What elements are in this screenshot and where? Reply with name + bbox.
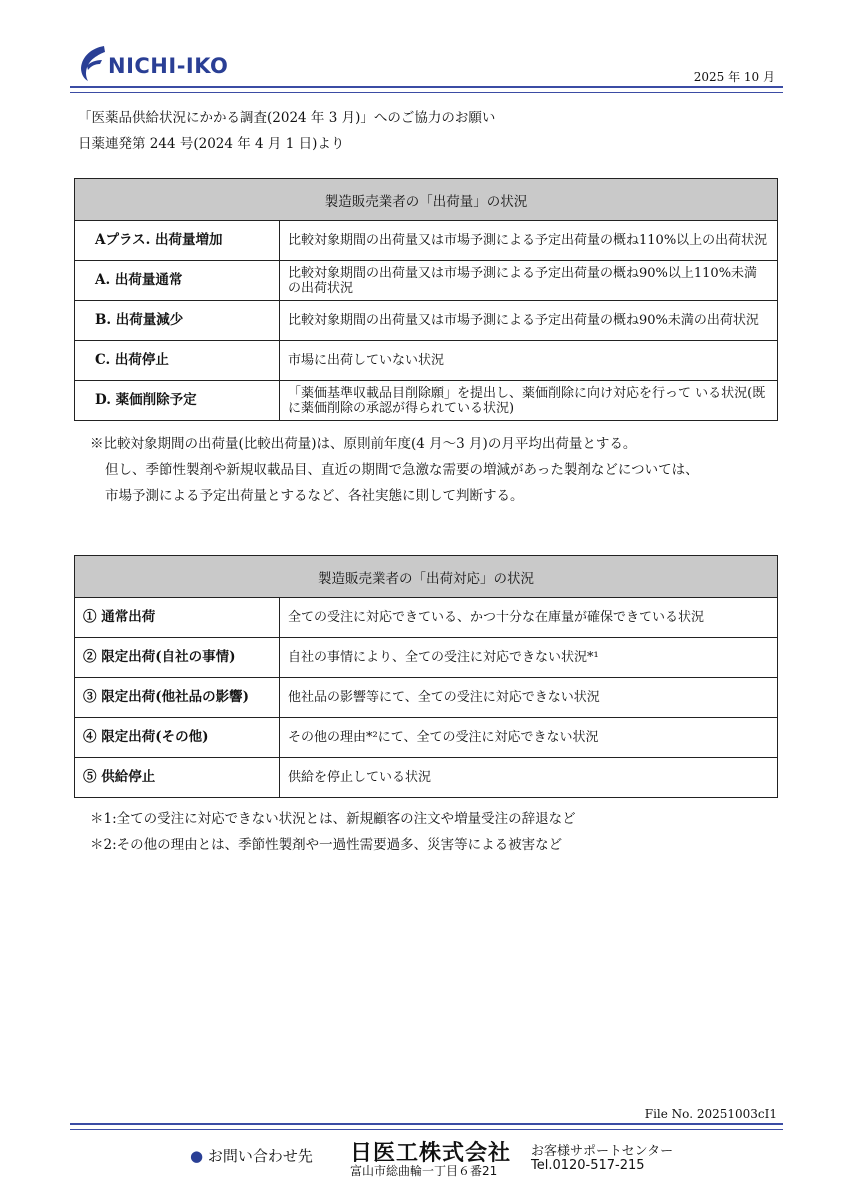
support-tel: Tel.0120-517-215 [531, 1158, 645, 1173]
table-row [75, 718, 778, 758]
table-row [75, 758, 778, 798]
table-header: 製造販売業者の「出荷対応」の状況 [75, 556, 778, 598]
header-divider [70, 86, 783, 93]
row-desc: 比較対象期間の出荷量又は市場予測による予定出荷量の概ね90%未満の出荷状況 [280, 301, 778, 341]
row-key: ③ 限定出荷(他社品の影響) [75, 678, 280, 718]
row-key: B. 出荷量減少 [75, 301, 280, 341]
logo-text: NICHI-IKO [108, 54, 229, 78]
row-key: ② 限定出荷(自社の事情) [75, 638, 280, 678]
contact-label [190, 1145, 313, 1166]
footnote: ＊1:全ての受注に対応できない状況とは、新規顧客の注文や増量受注の辞退など [90, 811, 576, 827]
footnote: ※比較対象期間の出荷量(比較出荷量)は、原則前年度(4 月～3 月)の月平均出荷量とする。 [90, 436, 637, 452]
file-number: File No. 20251003cI1 [644, 1107, 777, 1121]
row-key: ① 通常出荷 [75, 598, 280, 638]
document-date: 2025 年 10 月 [693, 70, 775, 84]
table-header: 製造販売業者の「出荷量」の状況 [75, 179, 778, 221]
row-desc: 全ての受注に対応できている、かつ十分な在庫量が確保できている状況 [280, 598, 778, 638]
table-row [75, 221, 778, 261]
row-desc: 比較対象期間の出荷量又は市場予測による予定出荷量の概ね90%以上110%未満の出荷状況 [280, 261, 778, 301]
table-row [75, 638, 778, 678]
table-row [75, 598, 778, 638]
footnote: 市場予測による予定出荷量とするなど、各社実態に則して判断する。 [105, 488, 524, 504]
row-desc: 市場に出荷していない状況 [280, 341, 778, 381]
table-row [75, 341, 778, 381]
contact-label-text: お問い合わせ先 [207, 1147, 313, 1165]
support-center: お客様サポートセンター [531, 1144, 674, 1159]
row-key: D. 薬価削除予定 [75, 381, 280, 421]
row-key: Aプラス. 出荷量増加 [75, 221, 280, 261]
shipment-volume-table [74, 178, 778, 421]
logo-swoosh-icon [78, 44, 106, 82]
table-row [75, 678, 778, 718]
company-name: 日医工株式会社 [350, 1141, 512, 1166]
company-address: 富山市総曲輪一丁目６番21 [350, 1164, 498, 1178]
row-desc: 比較対象期間の出荷量又は市場予測による予定出荷量の概ね110%以上の出荷状況 [280, 221, 778, 261]
row-key: C. 出荷停止 [75, 341, 280, 381]
footnote: 但し、季節性製剤や新規収載品目、直近の期間で急激な需要の増減があった製剤などについては、 [105, 462, 699, 478]
row-key: ④ 限定出荷(その他) [75, 718, 280, 758]
table-row [75, 261, 778, 301]
bullet-icon: ● [190, 1147, 204, 1165]
shipment-response-table [74, 555, 778, 798]
row-desc: 供給を停止している状況 [280, 758, 778, 798]
row-key: ⑤ 供給停止 [75, 758, 280, 798]
row-desc: その他の理由*²にて、全ての受注に対応できない状況 [280, 718, 778, 758]
row-desc: 他社品の影響等にて、全ての受注に対応できない状況 [280, 678, 778, 718]
row-desc: 自社の事情により、全ての受注に対応できない状況*¹ [280, 638, 778, 678]
row-key: A. 出荷量通常 [75, 261, 280, 301]
table-row [75, 301, 778, 341]
footnote: ＊2:その他の理由とは、季節性製剤や一過性需要過多、災害等による被害など [90, 837, 563, 853]
table-row [75, 381, 778, 421]
intro-reference: 日薬連発第 244 号(2024 年 4 月 1 日)より [78, 136, 345, 152]
intro-title: 「医薬品供給状況にかかる調査(2024 年 3 月)」へのご協力のお願い [78, 110, 496, 126]
company-logo [78, 44, 238, 84]
row-desc: 「薬価基準収載品目削除願」を提出し、薬価削除に向け対応を行って いる状況(既に薬価削除の承認が得られている状況) [280, 381, 778, 421]
footer-divider [70, 1123, 783, 1130]
